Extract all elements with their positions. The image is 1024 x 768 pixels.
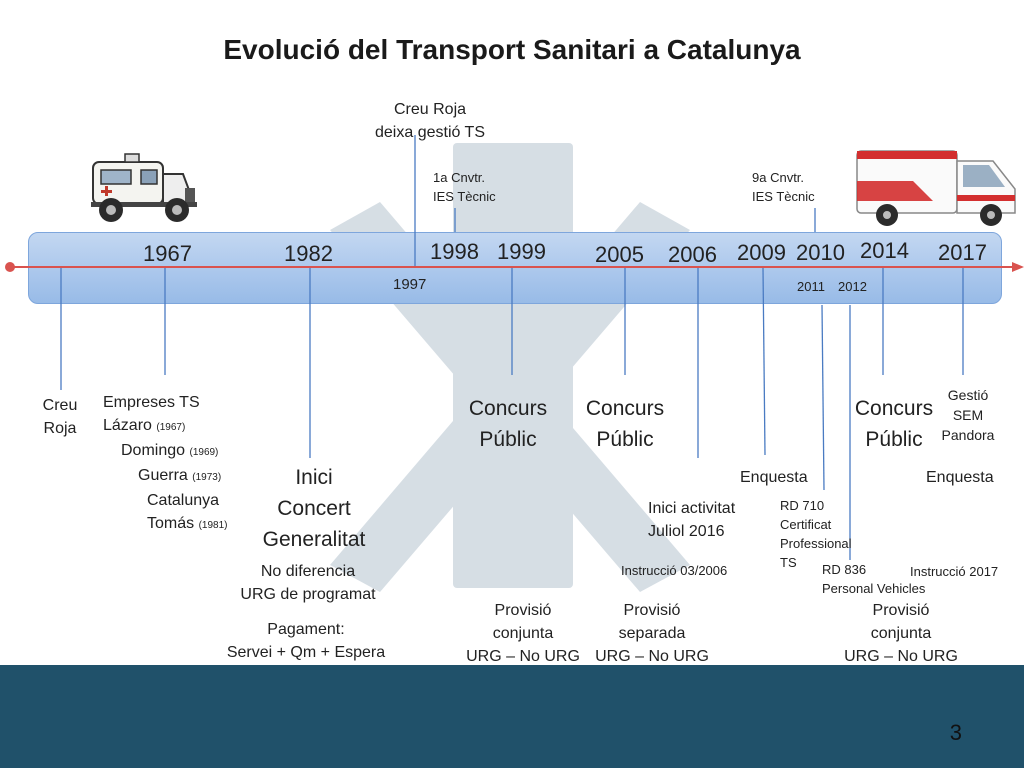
cnvtr-1a-label: 1a Cnvtr. IES Tècnic <box>433 170 496 204</box>
year-2006: 2006 <box>668 242 717 267</box>
concurs-public-2005: Concurs Públic <box>585 397 665 451</box>
creu-roja-label: Creu Roja <box>42 397 78 437</box>
list-item: Guerra (1973) <box>138 467 222 484</box>
gestio-sem-label: Gestió SEM Pandora <box>941 387 995 443</box>
page-title: Evolució del Transport Sanitari a Catalunya <box>223 34 801 65</box>
year-1997: 1997 <box>393 276 427 293</box>
provisio-conjunta-2: Provisió conjunta URG – No URG <box>844 602 958 665</box>
pagament-label: Pagament: Servei + Qm + Espera <box>226 621 386 661</box>
provisio-separada: Provisió separada URG – No URG <box>595 602 709 665</box>
inici-concert-label: Inici Concert Generalitat <box>262 466 366 551</box>
concurs-public-2014: Concurs Públic <box>854 397 934 451</box>
year-2005: 2005 <box>595 242 644 267</box>
empreses-heading: Empreses TS <box>103 394 200 411</box>
connector-2009 <box>763 268 765 455</box>
inici-activitat-label: Inici activitat Juliol 2016 <box>648 500 736 540</box>
year-1982: 1982 <box>284 241 333 266</box>
connector-2011 <box>822 305 824 490</box>
timeline-arrow-head <box>1012 262 1024 272</box>
year-2012: 2012 <box>838 279 867 294</box>
no-diferencia-label: No diferencia URG de programat <box>240 563 376 603</box>
enquesta-2017-label: Enquesta <box>926 469 994 486</box>
year-2009: 2009 <box>737 240 786 265</box>
list-item: Domingo (1969) <box>121 442 219 459</box>
enquesta-2009-label: Enquesta <box>740 469 808 486</box>
footer-band <box>0 665 1024 768</box>
rd710-label: RD 710 Certificat Professional TS <box>780 498 852 570</box>
year-1967: 1967 <box>143 241 192 266</box>
list-item: Tomás (1981) <box>147 515 228 532</box>
rd836-label: RD 836 Personal Vehicles <box>822 562 926 596</box>
year-1998: 1998 <box>430 239 479 264</box>
empreses-ts-list <box>103 391 227 537</box>
cnvtr-9a-label: 9a Cnvtr. IES Tècnic <box>752 170 815 204</box>
list-item: Lázaro (1967) <box>103 417 186 434</box>
year-2011: 2011 <box>797 279 825 294</box>
year-2014: 2014 <box>860 238 909 263</box>
year-2010: 2010 <box>796 240 845 265</box>
timeline-arrow-start <box>5 262 15 272</box>
year-1999: 1999 <box>497 239 546 264</box>
creu-roja-deixa-label: Creu Roja deixa gestió TS <box>375 101 485 141</box>
year-2017: 2017 <box>938 240 987 265</box>
page-number: 3 <box>949 720 962 745</box>
instruccio-2017-label: Instrucció 2017 <box>910 564 999 579</box>
provisio-conjunta-1: Provisió conjunta URG – No URG <box>466 602 580 665</box>
instruccio-2006-label: Instrucció 03/2006 <box>621 563 728 578</box>
concurs-public-1999: Concurs Públic <box>468 397 548 451</box>
list-item: Catalunya <box>147 492 220 509</box>
